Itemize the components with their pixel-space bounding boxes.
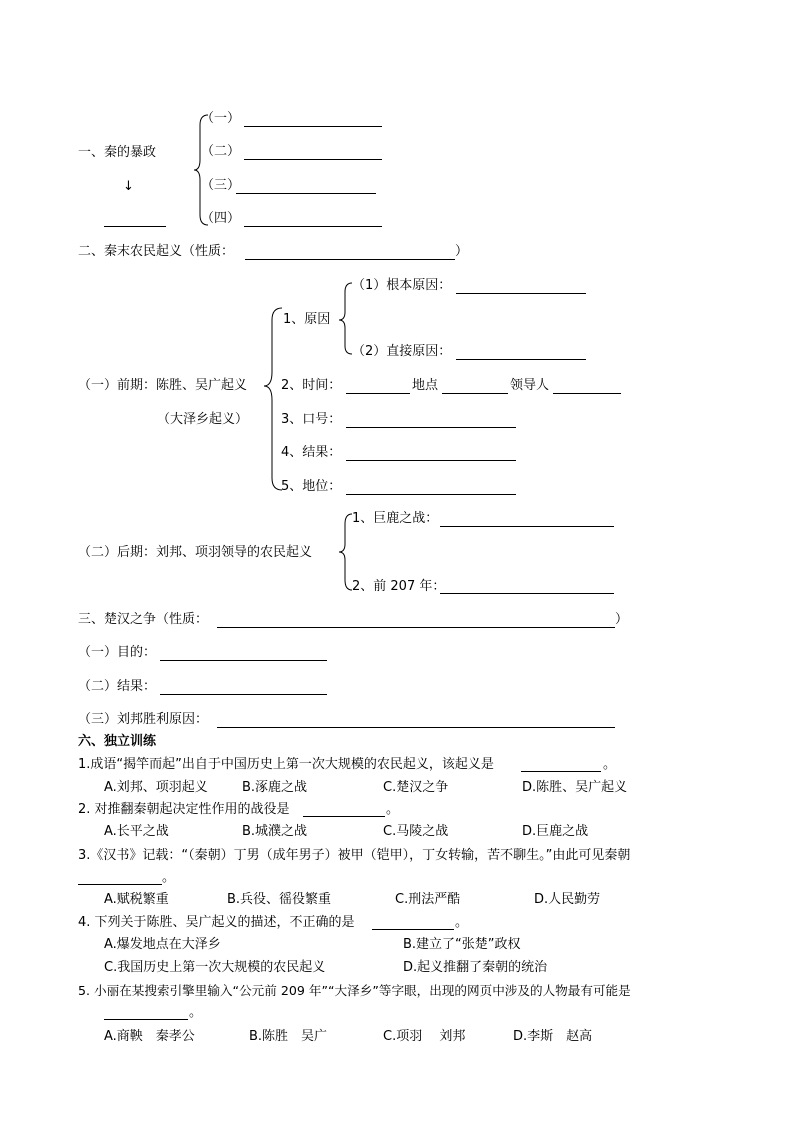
result-label: 4、结果： xyxy=(281,445,342,460)
blank-line[interactable] xyxy=(244,226,382,227)
blank-line[interactable] xyxy=(217,627,615,628)
blank-line[interactable] xyxy=(217,727,615,728)
blank-line[interactable] xyxy=(346,393,410,394)
paren-close: ） xyxy=(455,244,469,259)
answer-blank[interactable] xyxy=(303,816,385,817)
blank-line[interactable] xyxy=(236,193,376,194)
option-c[interactable]: C.我国历史上第一次大规模的农民起义 xyxy=(104,960,326,975)
option-d[interactable]: D.陈胜、吴广起义 xyxy=(522,780,628,795)
answer-blank[interactable] xyxy=(78,884,162,885)
section6-title: 六、独立训练 xyxy=(78,734,157,749)
blank-line[interactable] xyxy=(346,460,516,461)
late-phase-label: （二）后期：刘邦、项羽领导的农民起义 xyxy=(78,545,313,560)
blank-line[interactable] xyxy=(440,593,614,594)
year207-label: 2、前 207 年： xyxy=(352,579,446,594)
section2-title: 二、秦末农民起义（性质： xyxy=(78,244,235,259)
option-c[interactable]: C.项羽 刘邦 xyxy=(383,1029,466,1044)
item-label: （一） xyxy=(201,111,241,126)
blank-line[interactable] xyxy=(553,393,621,394)
answer-blank[interactable] xyxy=(104,1019,188,1020)
slogan-label: 3、口号： xyxy=(281,412,342,427)
question-stem: 1.成语“揭竿而起”出自于中国历史上第一次大规模的农民起义，该起义是 xyxy=(78,757,494,772)
option-a[interactable]: A.刘邦、项羽起义 xyxy=(104,780,208,795)
blank-line[interactable] xyxy=(456,359,586,360)
reason-label: （三）刘邦胜利原因： xyxy=(78,712,209,727)
julu-label: 1、巨鹿之战： xyxy=(352,511,439,526)
result-label: （二）结果： xyxy=(78,679,157,694)
option-c[interactable]: C.刑法严酷 xyxy=(395,892,461,907)
period: 。 xyxy=(189,1005,203,1020)
item-label: （四） xyxy=(201,211,241,226)
section3-title: 三、楚汉之争（性质： xyxy=(78,612,209,627)
answer-blank[interactable] xyxy=(521,771,601,772)
option-b[interactable]: B.涿鹿之战 xyxy=(242,780,308,795)
option-a[interactable]: A.商鞅 秦孝公 xyxy=(104,1029,195,1044)
option-b[interactable]: B.兵役、徭役繁重 xyxy=(227,892,332,907)
blank-line[interactable] xyxy=(160,694,327,695)
status-label: 5、地位： xyxy=(281,479,342,494)
question-stem: 3.《汉书》记载：“（秦朝）丁男（成年男子）被甲（铠甲），丁女转输，苦不聊生。”由此可见秦朝 xyxy=(78,848,631,863)
blank-line[interactable] xyxy=(442,393,508,394)
root-cause-label: （1）根本原因： xyxy=(352,278,452,293)
early-phase-sub: （大泽乡起义） xyxy=(157,412,249,427)
blank-line[interactable] xyxy=(244,159,382,160)
time-label: 2、时间： xyxy=(281,378,342,393)
early-phase-label: （一）前期：陈胜、吴广起义 xyxy=(78,378,248,393)
item-label: （二） xyxy=(201,144,241,159)
paren-close: ） xyxy=(615,612,629,627)
period: 。 xyxy=(162,870,176,885)
option-d[interactable]: D.人民勤劳 xyxy=(534,892,601,907)
option-c[interactable]: C.马陵之战 xyxy=(383,824,449,839)
option-b[interactable]: B.城濮之战 xyxy=(242,824,308,839)
blank-line[interactable] xyxy=(346,494,516,495)
period: 。 xyxy=(386,802,400,817)
option-a[interactable]: A.赋税繁重 xyxy=(104,892,169,907)
blank-line[interactable] xyxy=(244,126,382,127)
period: 。 xyxy=(603,757,617,772)
answer-blank[interactable] xyxy=(372,929,454,930)
option-d[interactable]: D.巨鹿之战 xyxy=(522,824,589,839)
leader-label: 领导人 xyxy=(510,378,550,393)
blank-line[interactable] xyxy=(440,526,614,527)
option-a[interactable]: A.长平之战 xyxy=(104,824,169,839)
direct-cause-label: （2）直接原因： xyxy=(352,344,452,359)
down-arrow-icon: ↓ xyxy=(123,179,134,194)
blank-line[interactable] xyxy=(104,226,166,227)
blank-line[interactable] xyxy=(245,259,455,260)
question-stem: 2. 对推翻秦朝起决定性作用的战役是 xyxy=(78,802,290,817)
question-stem: 5. 小丽在某搜索引擎里输入“公元前 209 年”“大泽乡”等字眼，出现的网页中涉及的人物最有可能是 xyxy=(78,983,631,998)
option-c[interactable]: C.楚汉之争 xyxy=(383,780,449,795)
place-label: 地点 xyxy=(412,378,439,393)
option-d[interactable]: D.李斯 赵高 xyxy=(513,1029,593,1044)
period: 。 xyxy=(455,915,469,930)
blank-line[interactable] xyxy=(346,427,516,428)
purpose-label: （一）目的： xyxy=(78,645,157,660)
item-label: （三） xyxy=(201,178,241,193)
cause-label: 1、原因 xyxy=(283,312,331,327)
option-b[interactable]: B.建立了“张楚”政权 xyxy=(403,937,521,952)
option-b[interactable]: B.陈胜 吴广 xyxy=(249,1029,328,1044)
blank-line[interactable] xyxy=(160,660,327,661)
option-d[interactable]: D.起义推翻了秦朝的统治 xyxy=(403,960,548,975)
option-a[interactable]: A.爆发地点在大泽乡 xyxy=(104,937,221,952)
blank-line[interactable] xyxy=(456,293,586,294)
section1-title: 一、秦的暴政 xyxy=(78,145,157,160)
question-stem: 4. 下列关于陈胜、吴广起义的描述，不正确的是 xyxy=(78,915,355,930)
